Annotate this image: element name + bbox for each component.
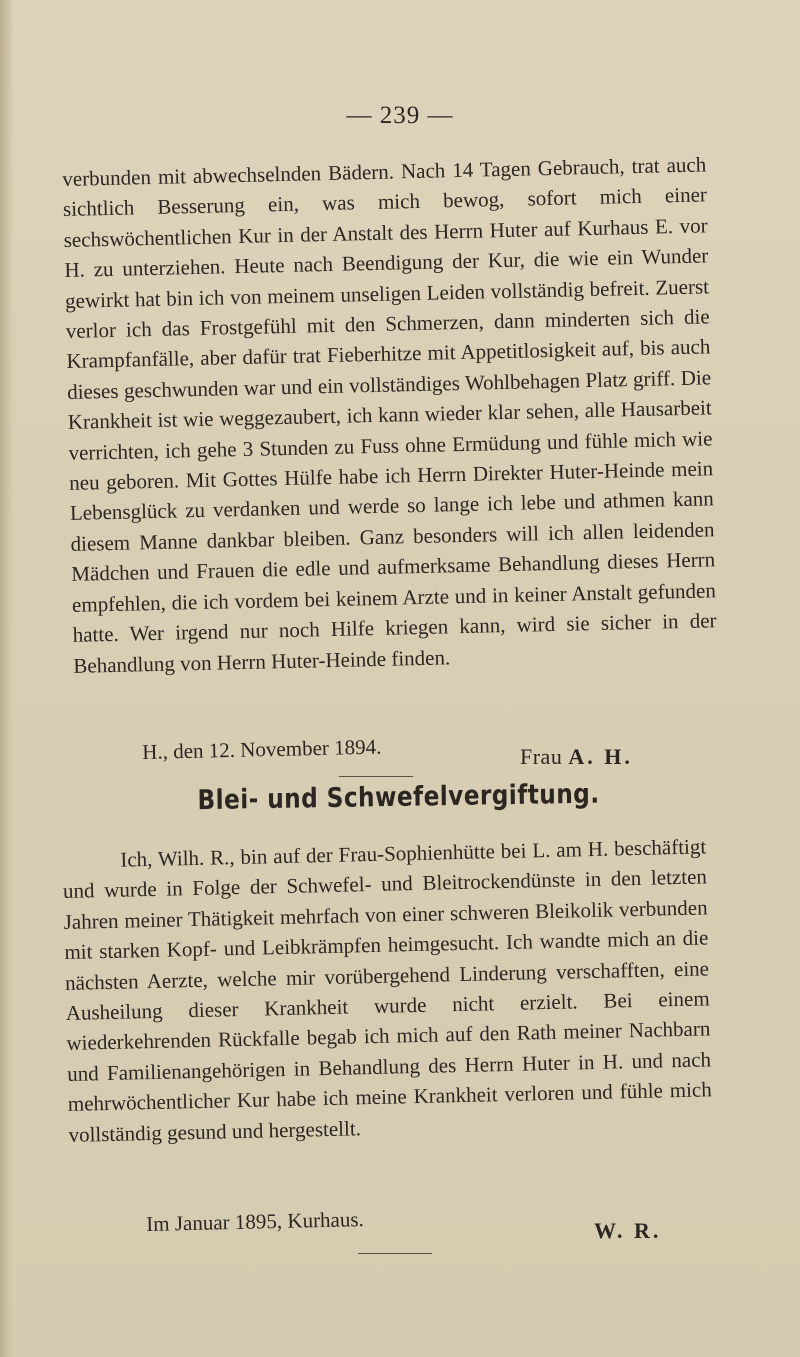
page-number: — 239 — [346, 102, 454, 129]
testimonial-1-body [62, 149, 718, 680]
testimonial-2-dateline: Im Januar 1895, Kurhaus. [146, 1207, 365, 1236]
signature-initials: W. R. [594, 1218, 662, 1243]
testimonial-1-paragraph: verbunden mit abwechselnden Bädern. Nach 14 Tagen Gebrauch, trat auch sichtlich Besserung ein, was mich bewog, sofort mich einer sechswöchentlichen Kur in der Anstalt des Herrn Huter auf Kurhaus E. vor H. zu unterziehen. Heute nach Beendigung der Kur, die wie ein Wunder gewirkt hat bin ich von meinem unseligen Leiden vollständig befreit. Zuerst verlor ich das Frostgefühl mit den Schmerzen, dann minderten sich die Krampfanfälle, aber dafür trat Fieberhitze mit Appetitlosigkeit auf, bis auch dieses geschwunden war und ein vollständiges Wohlbehagen Platz griff. Die Krankheit ist wie weggezaubert, ich kann wieder klar sehen, alle Hausarbeit verrichten, ich gehe 3 Stunden zu Fuss ohne Ermüdung und fühle mich wie neu geboren. Mit Gottes Hülfe habe ich Herrn Direkter Huter-Heinde mein Lebensglück zu verdanken und werde so lange ich lebe und athmen kann diesem Manne dankbar bleiben. Ganz besonders will ich allen leidenden Mädchen und Frauen die edle und aufmerksame Behandlung dieses Herrn empfehlen, die ich vordem bei keinem Arzte und in keiner Anstalt gefunden hatte. Wer irgend nur noch Hilfe kriegen kann, wird sie sicher in der Behandlung von Herrn Huter-Heinde finden. [62, 152, 717, 678]
testimonial-2-signature [594, 1218, 661, 1244]
signature-prefix: Frau [520, 744, 563, 769]
testimonial-1-dateline: H., den 12. November 1894. [142, 734, 382, 764]
book-spine-shadow [0, 0, 14, 1357]
end-divider [358, 1253, 432, 1254]
testimonial-2-body [62, 831, 713, 1150]
signature-initials: A. H. [568, 744, 633, 769]
section-divider [339, 776, 413, 777]
section-heading: Blei- und Schwefelvergiftung. [197, 778, 600, 817]
testimonial-2-paragraph: Ich, Wilh. R., bin auf der Frau-Sophienhütte bei L. am H. beschäftigt und wurde in Folge der Schwefel- und Bleitrockendünste in den letzten Jahren meiner Thätigkeit mehrfach von einer schweren Bleikolik verbunden mit starken Kopf- und Leibkrämpfen heimgesucht. Ich wandte mich an die nächsten Aerzte, welche mir vorübergehend Linderung verschafften, eine Ausheilung dieser Krankheit wurde nicht erzielt. Bei einem wiederkehrenden Rückfalle begab ich mich auf den Rath meiner Nachbarn und Familienangehörigen in Behandlung des Herrn Huter in H. und nach mehrwöchentlicher Kur habe ich meine Krankheit verloren und fühle mich vollständig gesund und hergestellt. [62, 834, 712, 1147]
testimonial-1-signature [520, 744, 633, 770]
